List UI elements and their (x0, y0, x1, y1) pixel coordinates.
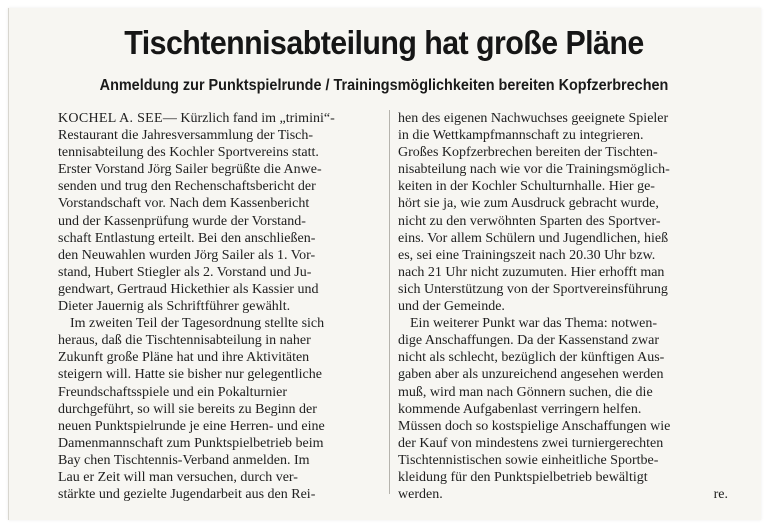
article-line: kleidung für den Punktspielbetrieb bewältigt (398, 469, 648, 485)
article-line: kommende Aufgabenlast verringern helfen. (398, 401, 642, 417)
article-line: werden. (398, 487, 443, 503)
article-line: stärkte und gezielte Jugendarbeit aus den Rei- (58, 487, 316, 503)
article-line: Dieter Jauernig als Schriftführer gewählt. (58, 299, 291, 315)
article-line: eins. Vor allem Schülern und Jugendlichen, hieß (398, 230, 669, 246)
article-line: Ein weiterer Punkt war das Thema: notwen- (410, 316, 658, 332)
article-line: Müssen doch so kostspielige Anschaffungen wie (398, 418, 671, 434)
article-footer (398, 486, 728, 503)
article-line: den Neuwahlen wurden Jörg Sailer als 1. Vor- (58, 247, 316, 263)
article-line: nach 21 Uhr nicht zuzumuten. Hier erhofft man (398, 264, 665, 280)
article-line: schaft Entlastung erteilt. Bei den anschließen- (58, 230, 316, 246)
article-line: in die Wettkampfmannschaft zu integrieren. (398, 128, 644, 144)
article-line: Vorstandschaft vor. Nach dem Kassenbericht (58, 196, 310, 212)
article-line: der Kauf von mindestens zwei turniergerechten (398, 435, 664, 451)
article-column-right (398, 110, 728, 503)
article-column-left (58, 110, 380, 503)
article-line: tennisabteilung des Kochler Sportvereins statt. (58, 145, 319, 161)
article-line: Restaurant die Jahresversammlung der Tisch- (58, 128, 314, 144)
article-line: steigern will. Hatte sie bisher nur gelegentliche (58, 367, 322, 383)
article-line: gaben aber als unzureichend angesehen werden (398, 367, 664, 383)
article-line: Zukunft große Pläne hat und ihre Aktivitäten (58, 350, 310, 366)
article-line: durchgeführt, so will sie bereits zu Beginn der (58, 401, 317, 417)
article-line: dige Anschaffungen. Da der Kassenstand zwar (398, 333, 659, 349)
article-line: Im zweiten Teil der Tagesordnung stellte sich (70, 316, 325, 332)
article-line: nicht als schlecht, bezüglich der künftigen Aus- (398, 350, 665, 366)
article-line: keiten in der Kochler Schulturnhalle. Hier ge- (398, 179, 655, 195)
article-line: nisabteilung nach wie vor die Trainingsmöglich- (398, 162, 670, 178)
author-signature: re. (713, 487, 728, 503)
article-line: Erster Vorstand Jörg Sailer begrüßte die Anwe- (58, 162, 322, 178)
article-line: nicht zu den verwöhnten Sparten des Sportver- (398, 213, 661, 229)
article-line: hen des eigenen Nachwuchses geeignete Spieler (398, 111, 669, 126)
article-line: Freundschaftsspiele und ein Pokalturnier (58, 384, 288, 400)
article-line: senden und trug den Rechenschaftsbericht der (58, 179, 316, 195)
article-line: gendwart, Gertraud Hickethier als Kassier und (58, 281, 319, 297)
article-line: Tischtennistischen sowie einheitliche Sportbe- (398, 452, 659, 468)
subheadline: Anmeldung zur Punktspielrunde / Trainingsmöglichkeiten bereiten Kopfzerbrechen (99, 77, 669, 94)
article-line: — Kürzlich fand im „trimini“- (162, 111, 335, 126)
article-line: stand, Hubert Stiegler als 2. Vorstand und Ju- (58, 264, 312, 280)
article-line: und der Kassenprüfung wurde der Vorstand- (58, 213, 306, 229)
article-line: neuen Punktspielrunde je eine Herren- und eine (58, 418, 325, 434)
article-line: heraus, daß die Tischtennisabteilung in naher (58, 333, 311, 349)
article-line: Großes Kopfzerbrechen bereiten der Tischten- (398, 145, 658, 161)
article-line: Damenmannschaft zum Punktspielbetrieb beim (58, 435, 324, 451)
article-line: hört sie ja, wie zum Ausdruck gebracht wurde, (398, 196, 659, 212)
article-line: es, sei eine Trainingszeit nach 20.30 Uhr bzw. (398, 247, 656, 263)
article-line: Bay chen Tischtennis-Verband anmelden. Im (58, 452, 310, 468)
column-divider (389, 110, 390, 494)
dateline: KOCHEL A. SEE (58, 111, 163, 126)
article-line: sich Unterstützung von der Sportvereinsführung (398, 281, 668, 297)
article-line: Lau er Zeit will man versuchen, durch ver- (58, 469, 298, 485)
article-line: und der Gemeinde. (398, 299, 505, 315)
article-line: muß, wird man nach Gönnern suchen, die die (398, 384, 653, 400)
headline: Tischtennisabteilung hat große Pläne (124, 24, 644, 61)
